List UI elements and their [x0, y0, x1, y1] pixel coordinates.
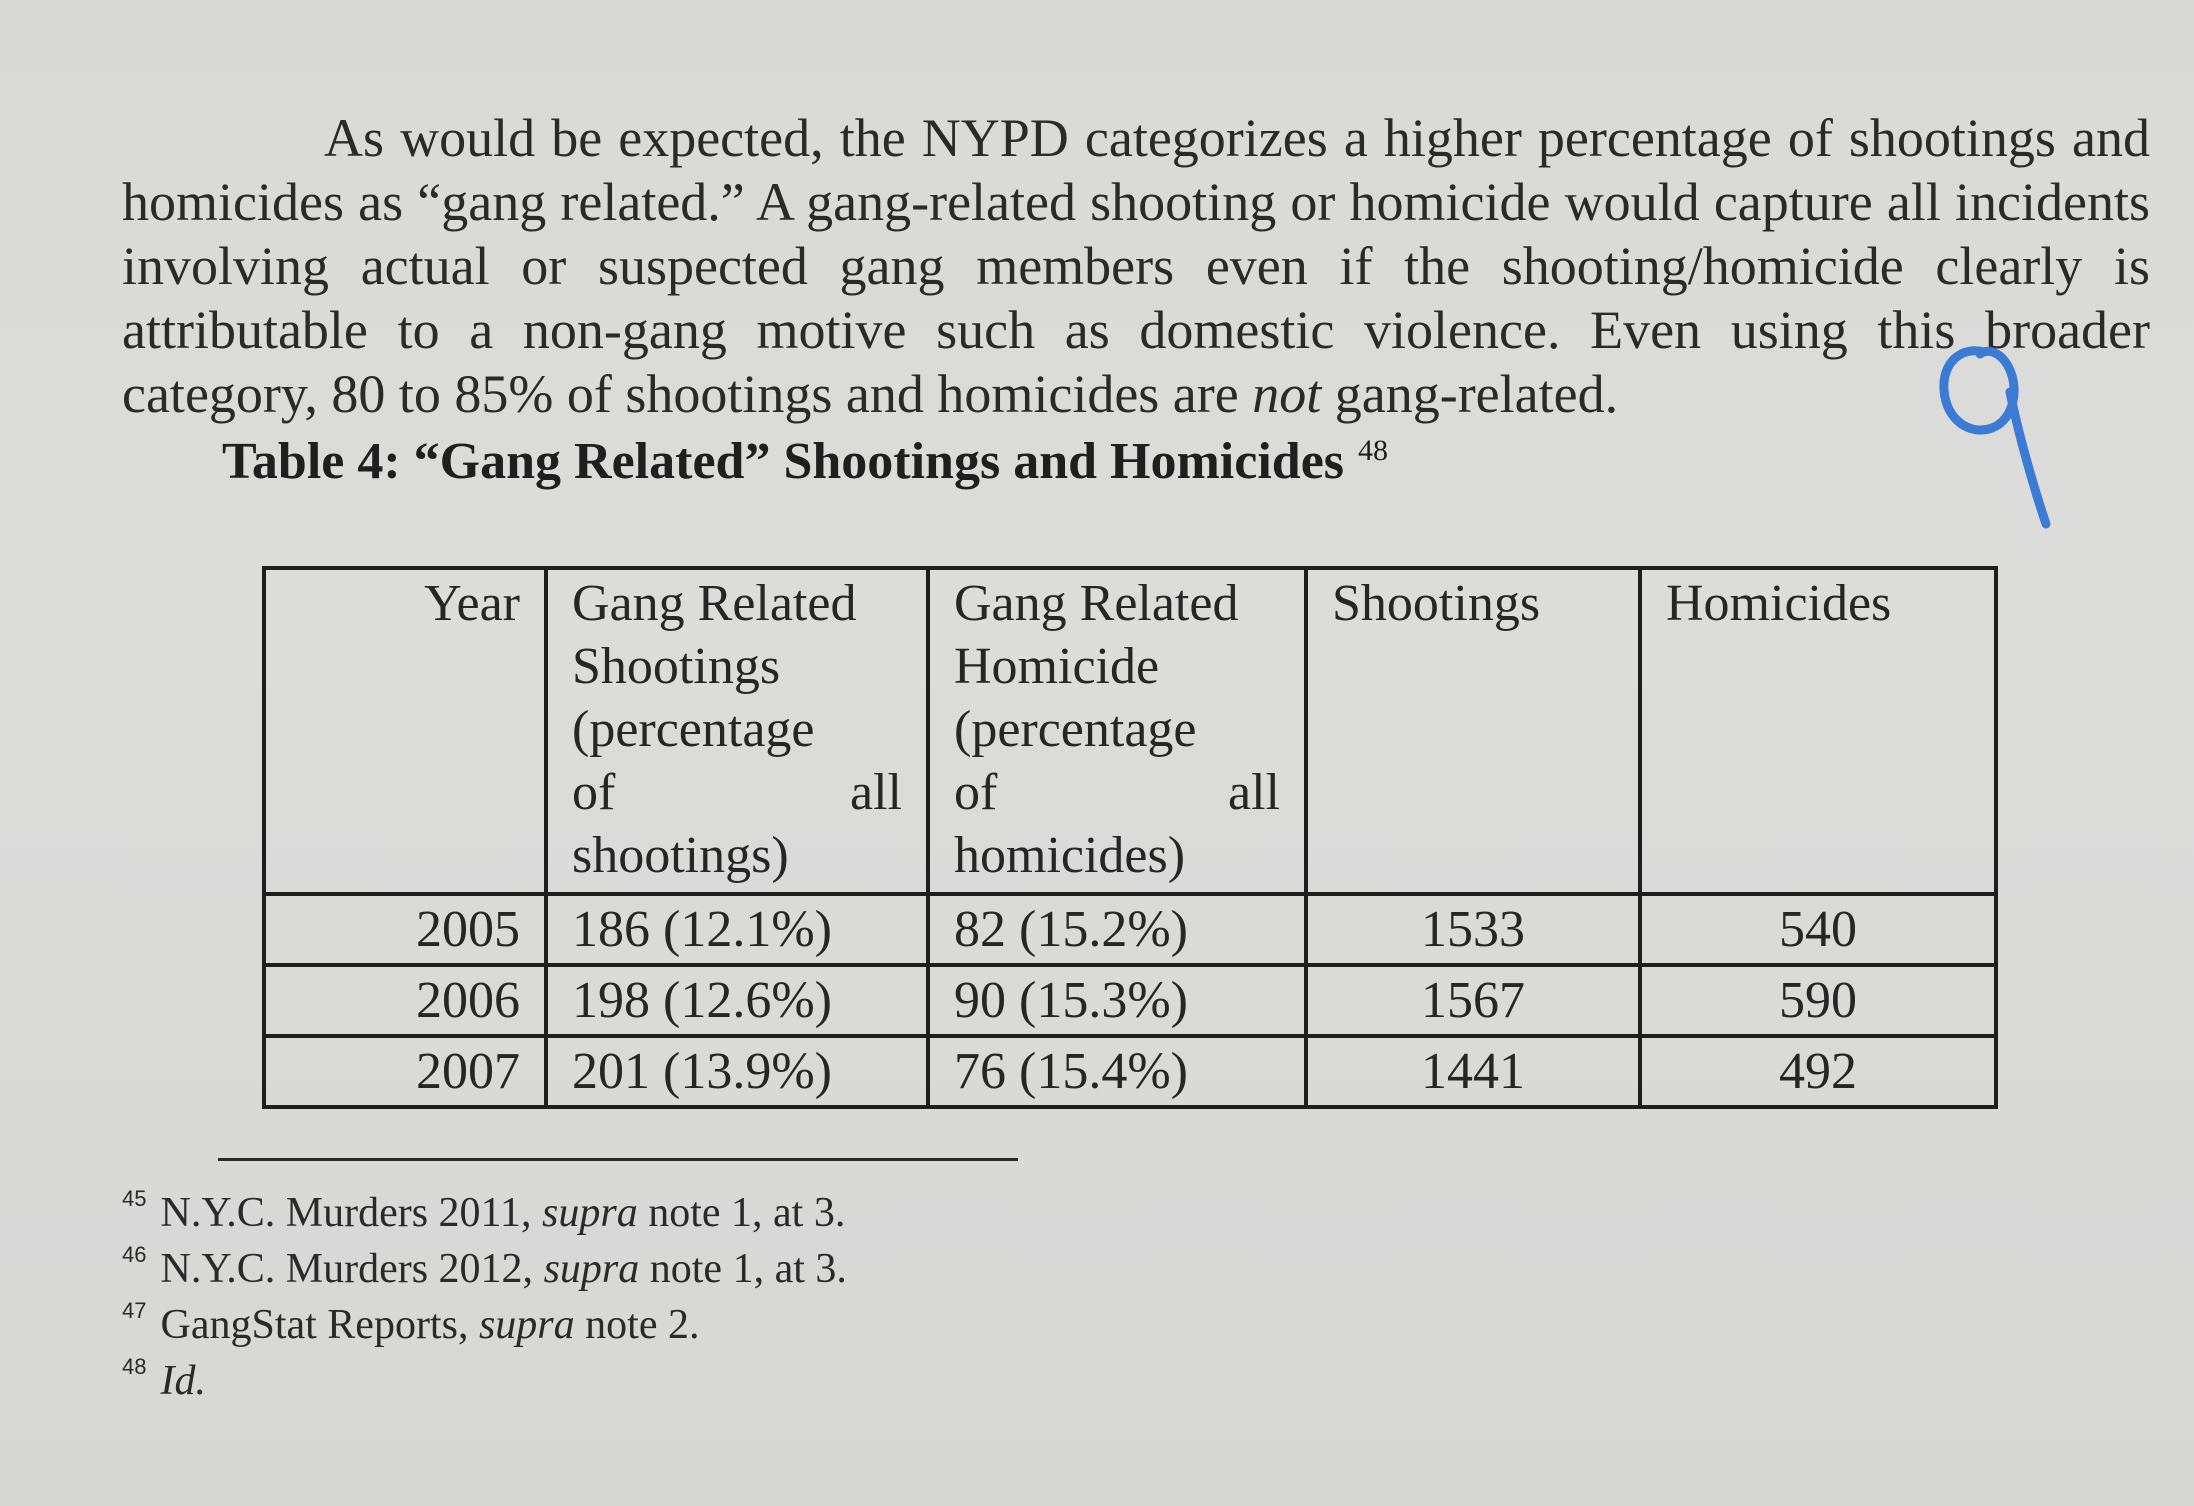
footnote-number: 47	[122, 1298, 147, 1323]
table-title-footnote-ref: 48	[1358, 434, 1389, 467]
footnote: $^{46}$ N.Y.C. Murders 2012, supra note 1, at 3.	[122, 1242, 847, 1292]
footnote-number: 46	[122, 1242, 147, 1267]
footnote-number: 48	[122, 1354, 147, 1379]
footnote: $^{47}$ GangStat Reports, supra note 2.	[122, 1298, 700, 1348]
body-paragraph	[122, 106, 2150, 426]
footnote-divider	[218, 1158, 1018, 1161]
footnote: $^{45}$ N.Y.C. Murders 2011, supra note 1, at 3.	[122, 1186, 846, 1236]
footnote: $^{48}$ Id.	[122, 1354, 206, 1404]
cell-gang-shootings: 186 (12.1%)	[546, 894, 928, 965]
cell-shootings: 1533	[1306, 894, 1640, 965]
cell-gang-shootings: 201 (13.9%)	[546, 1036, 928, 1107]
table-row	[264, 894, 1996, 965]
cell-gang-shootings: 198 (12.6%)	[546, 965, 928, 1036]
cell-homicides: 492	[1640, 1036, 1996, 1107]
handwritten-annotation-icon	[1922, 332, 2052, 532]
header-gang-shootings: Gang Related Shootings (percentage of all shootings)	[546, 568, 928, 894]
cell-shootings: 1441	[1306, 1036, 1640, 1107]
paragraph-text: As would be expected, the NYPD categorizes a higher percentage of shootings and homicides as “gang related.” A gang-related shooting or homicide would capture all incidents involving actual or suspected gang members even if the shooting/homicide clearly is attributable to a non-gang motive such as domestic violence. Even using this broader category, 80 to 85% of shootings and homicides are	[122, 108, 2150, 424]
table-row	[264, 1036, 1996, 1107]
cell-year: 2007	[264, 1036, 546, 1107]
header-year: Year	[264, 568, 546, 894]
footnote-number: 45	[122, 1186, 147, 1211]
header-shootings: Shootings	[1306, 568, 1640, 894]
header-homicides: Homicides	[1640, 568, 1996, 894]
paragraph-emphasis: not	[1252, 364, 1322, 424]
cell-homicides: 540	[1640, 894, 1996, 965]
paragraph-text-end: gang-related.	[1321, 364, 1619, 424]
cell-gang-homicide: 90 (15.3%)	[928, 965, 1306, 1036]
cell-gang-homicide: 76 (15.4%)	[928, 1036, 1306, 1107]
table-header-row	[264, 568, 1996, 894]
cell-shootings: 1567	[1306, 965, 1640, 1036]
table-title: Table 4: “Gang Related” Shootings and Homicides $^{48}$	[222, 433, 1389, 490]
gang-statistics-table	[262, 566, 1998, 1109]
cell-year: 2006	[264, 965, 546, 1036]
cell-gang-homicide: 82 (15.2%)	[928, 894, 1306, 965]
cell-homicides: 590	[1640, 965, 1996, 1036]
header-gang-homicide: Gang Related Homicide (percentage of all homicides)	[928, 568, 1306, 894]
footnotes	[122, 1188, 847, 1412]
table-row	[264, 965, 1996, 1036]
cell-year: 2005	[264, 894, 546, 965]
